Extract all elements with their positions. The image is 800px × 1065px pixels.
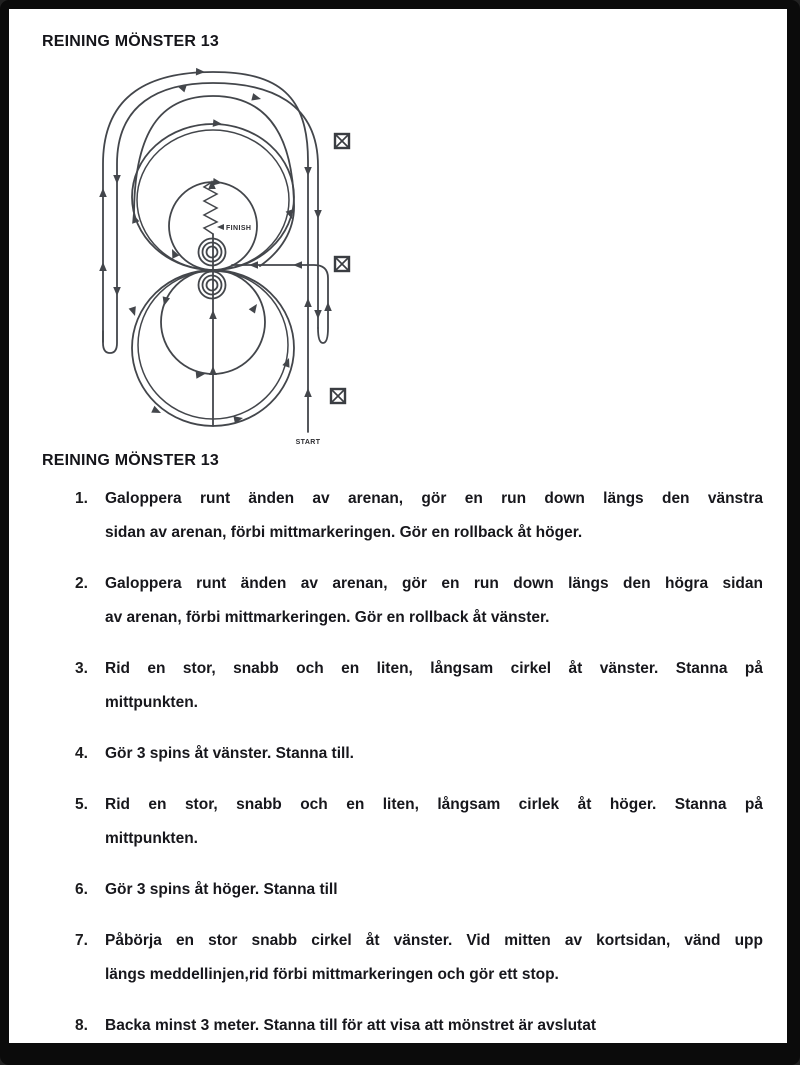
- arena-marker-icon: [331, 389, 345, 403]
- instruction-item: [75, 873, 763, 907]
- arena-marker-icon: [335, 257, 349, 271]
- finish-label: FINISH: [226, 225, 252, 232]
- instruction-item: [75, 737, 763, 771]
- instruction-item: [75, 924, 763, 992]
- instruction-line: Galoppera runt änden av arenan, gör en run down längs den vänstra: [105, 490, 763, 507]
- arena-marker-icon: [335, 134, 349, 148]
- page-title: REINING MÖNSTER 13: [42, 33, 219, 50]
- instruction-item: [75, 1009, 763, 1043]
- lower-spins: [199, 272, 226, 299]
- section-title: REINING MÖNSTER 13: [42, 452, 219, 469]
- instruction-number: 7.: [75, 932, 88, 949]
- instruction-item: [75, 788, 763, 856]
- instruction-list: [75, 482, 763, 1060]
- start-label: START: [295, 439, 321, 446]
- outer-run-path: [103, 72, 308, 432]
- instruction-item: [75, 482, 763, 550]
- instruction-number: 6.: [75, 881, 88, 898]
- instruction-line: Rid en stor, snabb och en liten, långsam cirkel åt vänster. Stanna på: [105, 660, 763, 677]
- instruction-line: mittpunkten.: [105, 694, 198, 711]
- instruction-line: Galoppera runt änden av arenan, gör en run down längs den högra sidan: [105, 575, 763, 592]
- instruction-line: längs meddellinjen,rid förbi mittmarkeringen och gör ett stop.: [105, 966, 559, 983]
- instruction-number: 3.: [75, 660, 88, 677]
- instruction-line: mittpunkten.: [105, 830, 198, 847]
- instruction-item: [75, 567, 763, 635]
- instruction-number: 2.: [75, 575, 88, 592]
- finish-tick-icon: [217, 224, 224, 230]
- instruction-line: Gör 3 spins åt vänster. Stanna till.: [105, 745, 354, 762]
- instruction-number: 8.: [75, 1017, 88, 1034]
- reining-pattern-diagram: [55, 66, 405, 451]
- instruction-line: sidan av arenan, förbi mittmarkeringen. Gör en rollback åt höger.: [105, 524, 583, 541]
- instruction-line: Backa minst 3 meter. Stanna till för att visa att mönstret är avslutat: [105, 1017, 596, 1034]
- instruction-item: [75, 652, 763, 720]
- instruction-line: Rid en stor, snabb och en liten, långsam cirlek åt höger. Stanna på: [105, 796, 763, 813]
- direction-arrows: [99, 68, 332, 424]
- backup-zigzag: [204, 182, 217, 234]
- instruction-line: Gör 3 spins åt höger. Stanna till: [105, 881, 338, 898]
- instruction-number: 1.: [75, 490, 88, 507]
- upper-spins: [199, 239, 226, 266]
- instruction-number: 4.: [75, 745, 88, 762]
- instruction-number: 5.: [75, 796, 88, 813]
- instruction-line: av arenan, förbi mittmarkeringen. Gör en rollback åt vänster.: [105, 609, 550, 626]
- instruction-line: Påbörja en stor snabb cirkel åt vänster. Vid mitten av kortsidan, vänd upp: [105, 932, 763, 949]
